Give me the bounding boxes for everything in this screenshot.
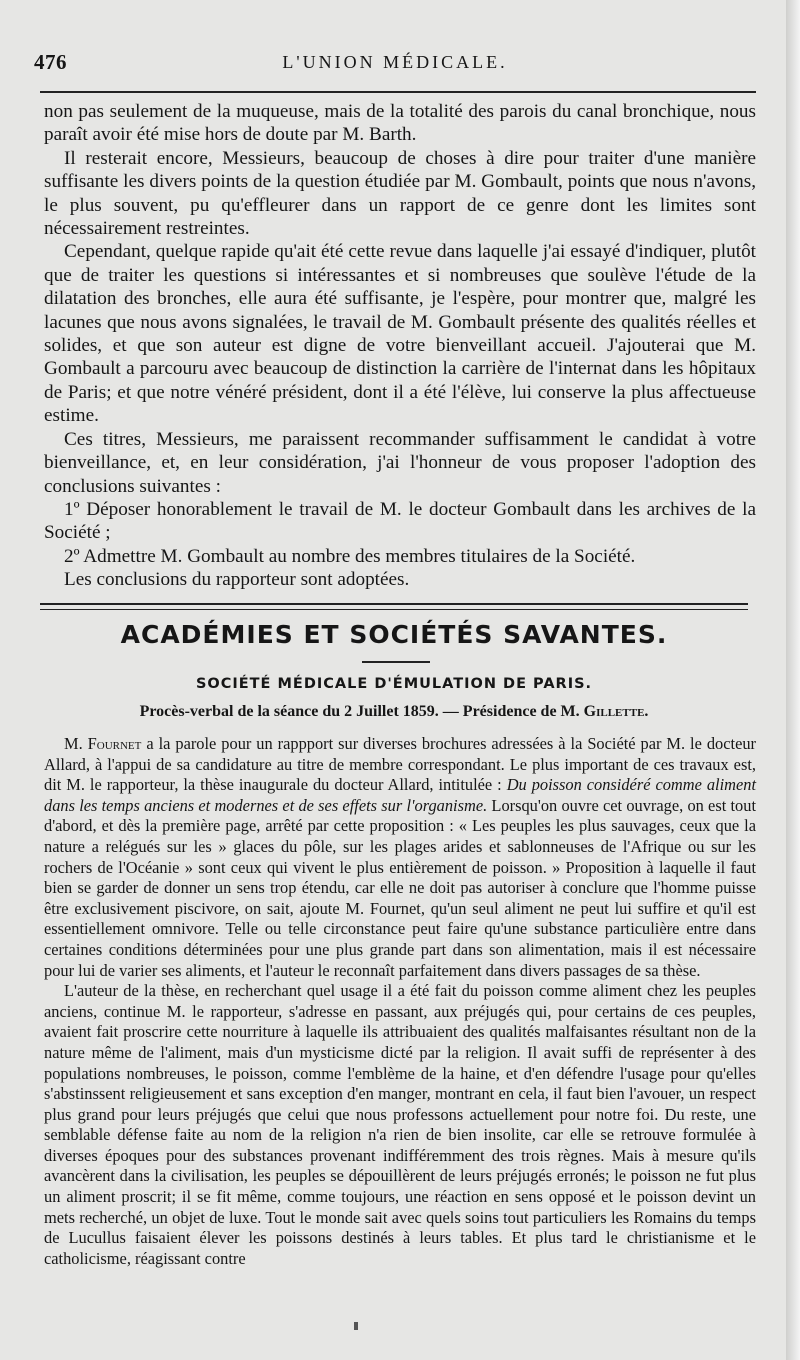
section-title: ACADÉMIES ET SOCIÉTÉS SAVANTES.	[120, 620, 668, 649]
paragraph: Cependant, quelque rapide qu'ait été cette revue dans laquelle j'ai essayé d'indiquer, plutôt que de traiter les questions si intéressantes et si nombreuses que soulève l'étude de la dilatation des bronches, elle aura été suffisante, je l'espère, pour montrer que, malgré les lacunes que nous avons signalées, le travail de M. Gombault présente des qualités réelles et solides, et que son auteur est digne de votre bienveillant accueil. J'ajouterai que M. Gombault a parcouru avec beaucoup de distinction la carrière de l'internat dans les hôpitaux de Paris; et que notre vénéré président, dont il a été l'élève, lui conserve la plus affectueuse estime.	[44, 241, 756, 427]
section-divider	[40, 603, 748, 610]
paragraph: non pas seulement de la muqueuse, mais de la totalité des parois du canal bronchique, nous paraît avoir été mise hors de doute par M. Barth.	[44, 101, 756, 146]
speaker-name: M. Fournet	[64, 734, 142, 753]
page-mark	[354, 1322, 358, 1330]
paragraph: 2º Admettre M. Gombault au nombre des membres titulaires de la Société.	[64, 545, 636, 567]
paragraph: L'auteur de la thèse, en recherchant quel usage il a été fait du poisson comme aliment chez les peuples anciens, continue M. le rapporteur, s'adresse en passant, aux préjugés qui, pour certains de ces peuples, avaient fait proscrire cette nourriture à laquelle ils attribuaient des qualités malfaisantes résultant non de la nature même de l'aliment, mais d'un mysticisme dicté par la religion. Il avait suffi de représenter à des populations nombreuses, le poisson, comme l'emblème de la haine, et d'en défendre l'usage pour qu'elles s'abstinssent religieusement et sans exception d'en manger, montrant en cela, il faut bien l'avouer, un respect plus grand pour leurs préjugés que celui que nous professons actuellement pour notre foi. Du reste, une semblable défense faite au nom de la religion n'a rien de bien insolite, car elle se retrouve formulée à diverses époques pour des substances provenant indifféremment des trois règnes. Mais à mesure qu'ils avancèrent dans la civilisation, les peuples se dépouillèrent de leurs préjugés erronés; le poisson ne fut plus un aliment proscrit; il se fit même, comme toujours, une réaction en sens opposé et le poisson devint un mets recherché, un objet de luxe. Tout le monde sait avec quels soins tout particuliers les Romains du temps de Lucullus faisaient élever les poissons destinés à leurs tables. Et plus tard le christianisme et le catholicisme, réagissant contre	[44, 981, 756, 1268]
text-run: a la parole pour un rappport sur diverses brochures adressées à la Société par M. le docteur Allard, à l'appui de sa candidature au titre de membre correspondant. Le plus important de ces travaux est, dit M. le rapporteur, la thèse inaugurale du docteur Allard, intitulée :	[44, 734, 757, 795]
paragraph	[44, 734, 756, 981]
page-edge-shadow	[786, 0, 800, 1360]
thesis-title: Du poisson considéré comme aliment dans les temps anciens et modernes et de ses effets sur l'organisme.	[44, 775, 756, 815]
article-text	[44, 734, 756, 1269]
president-name: Gillette.	[583, 703, 649, 720]
header-rule	[40, 91, 756, 93]
session-text: Procès-verbal de la séance du 2 Juillet 1859. — Présidence de M.	[139, 703, 580, 720]
session-minutes-heading	[40, 703, 748, 721]
paragraph: Les conclusions du rapporteur sont adoptées.	[64, 569, 410, 591]
rapport-text	[44, 100, 756, 592]
society-heading: SOCIÉTÉ MÉDICALE D'ÉMULATION DE PARIS.	[195, 676, 593, 692]
text-run: Lorsqu'on ouvre cet ouvrage, on est tout d'abord, et dès la première page, arrêté par cette proposition : « Les peuples les plus sauvages, ceux que la nature a relégués sur les » glaces du pôle, sur les plages arides et sablonneuses de l'Afrique ou sur les rochers de l'Océanie » sont ceux qui vivent le plus entièrement de poisson. » Proposition à laquelle il faut bien se garder de donner un sens trop étendu, car elle ne doit pas autoriser à conclure que l'homme puisse être exclusivement piscivore, on sait, ajoute M. Fournet, qu'un seul aliment ne peut lui suffire et qu'il est essentiellement omnivore. Telle ou telle circonstance peut faire qu'une substance particulière entre dans certaines conditions déterminées pour une plus grande part dans son alimentation, mais il est nécessaire pour lui de varier ses aliments, et l'auteur le reconnaît parfaitement dans divers passages de sa thèse.	[44, 795, 756, 980]
running-title: L'UNION MÉDICALE.	[282, 52, 508, 72]
title-rule	[362, 661, 430, 663]
paragraph: Il resterait encore, Messieurs, beaucoup de choses à dire pour traiter d'une manière suffisante les divers points de la question étudiée par M. Gombault, points que nous n'avons, le plus souvent, pu qu'effleurer dans un rapport de ce genre dont les limites sont nécessairement restreintes.	[44, 147, 756, 240]
page-number: 476	[34, 50, 67, 74]
paragraph: Ces titres, Messieurs, me paraissent recommander suffisamment le candidat à votre bienveillance, et, en leur considération, j'ai l'honneur de vous proposer l'adoption des conclusions suivantes :	[44, 428, 756, 497]
paragraph: 1º Déposer honorablement le travail de M. le docteur Gombault dans les archives de la Société ;	[44, 498, 756, 544]
page-header	[34, 50, 756, 80]
